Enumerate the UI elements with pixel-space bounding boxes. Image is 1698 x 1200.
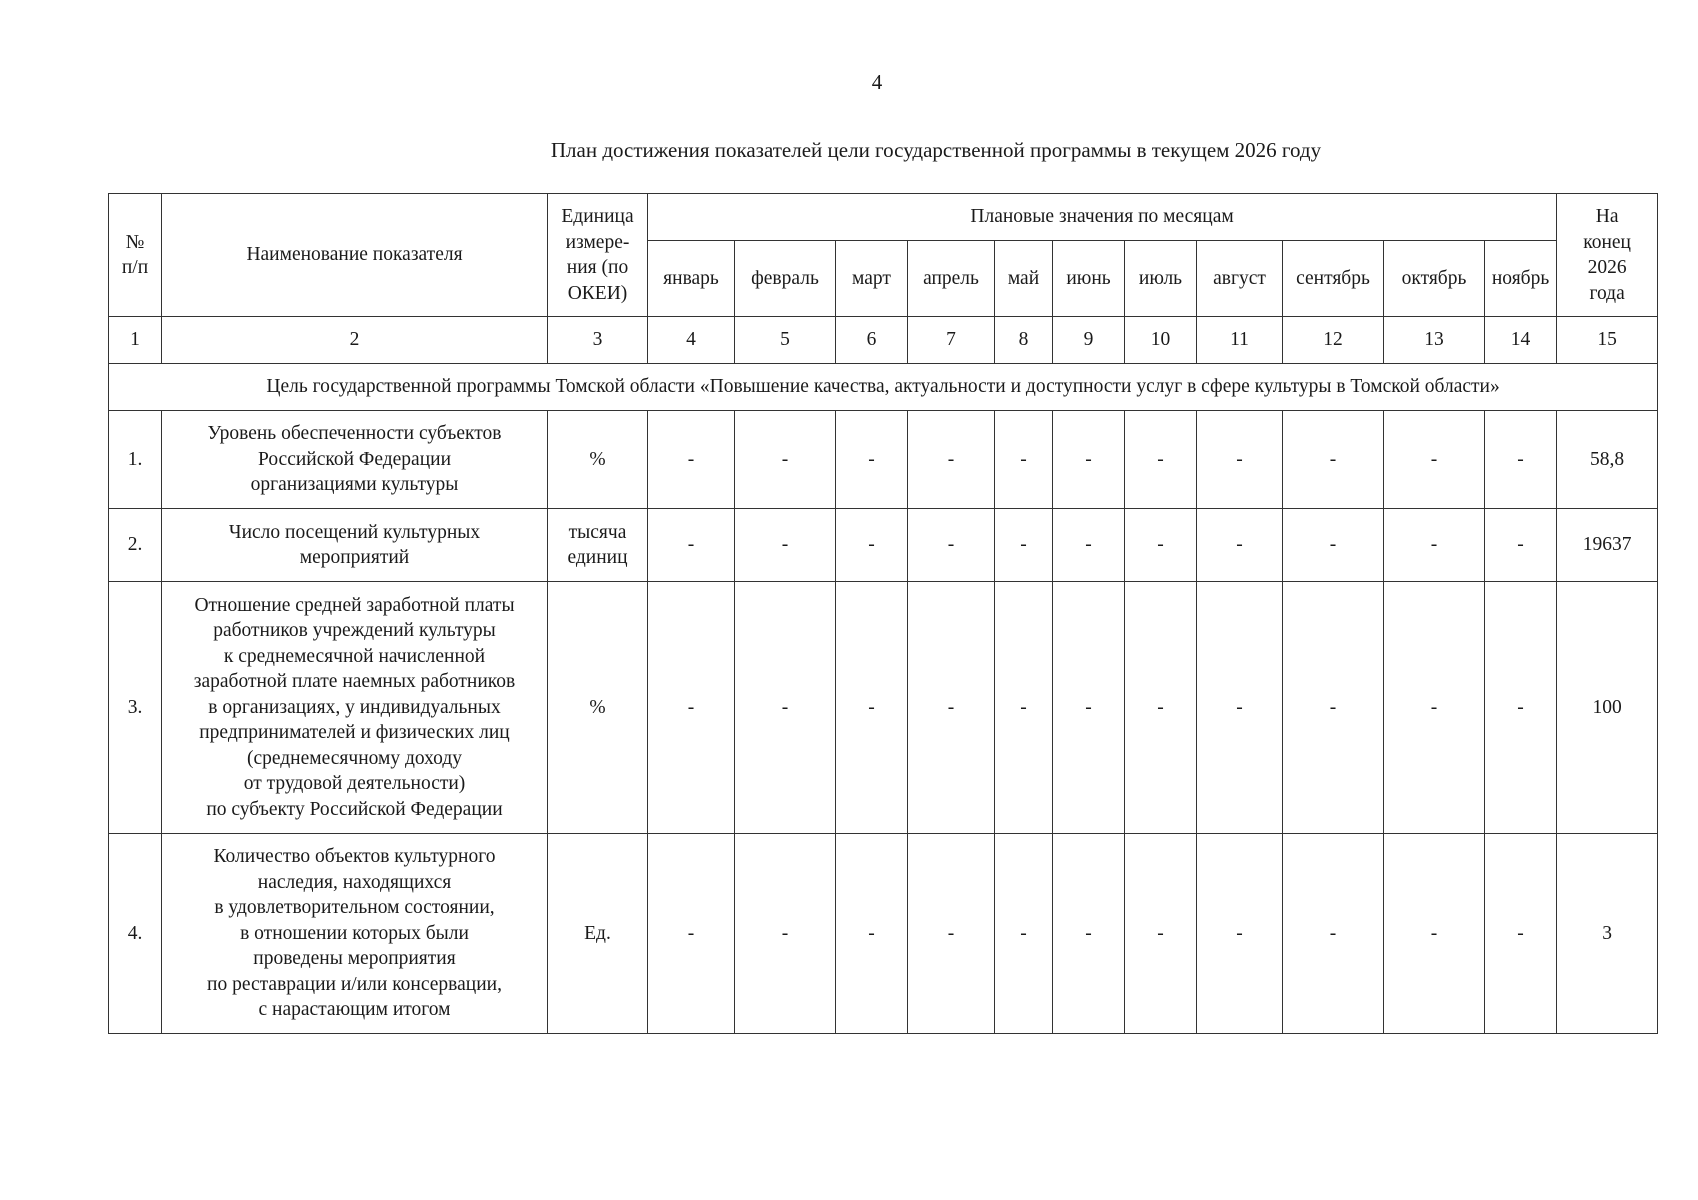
column-number: 10 xyxy=(1125,317,1197,364)
end-of-year-value: 19637 xyxy=(1557,509,1658,582)
month-value: - xyxy=(735,834,836,1034)
header-planned-values: Плановые значения по месяцам xyxy=(648,194,1557,241)
month-value: - xyxy=(735,411,836,509)
indicator-unit: Ед. xyxy=(548,834,648,1034)
month-value: - xyxy=(1125,509,1197,582)
month-value: - xyxy=(1485,509,1557,582)
month-value: - xyxy=(1283,411,1384,509)
table-row xyxy=(109,509,1658,582)
month-value: - xyxy=(908,834,995,1034)
month-value: - xyxy=(1053,582,1125,834)
column-number: 14 xyxy=(1485,317,1557,364)
month-value: - xyxy=(1053,411,1125,509)
column-number: 7 xyxy=(908,317,995,364)
month-value: - xyxy=(1283,509,1384,582)
month-value: - xyxy=(995,834,1053,1034)
month-value: - xyxy=(1283,834,1384,1034)
header-month: июнь xyxy=(1053,241,1125,317)
header-name: Наименование показателя xyxy=(162,194,548,317)
month-value: - xyxy=(908,582,995,834)
month-value: - xyxy=(1384,582,1485,834)
month-value: - xyxy=(1125,582,1197,834)
row-number: 3. xyxy=(109,582,162,834)
indicator-name: Число посещений культурных мероприятий xyxy=(162,509,548,582)
month-value: - xyxy=(995,509,1053,582)
header-month: сентябрь xyxy=(1283,241,1384,317)
document-title: План достижения показателей цели государственной программы в текущем 2026 году xyxy=(550,138,1322,162)
month-value: - xyxy=(648,509,735,582)
column-number: 8 xyxy=(995,317,1053,364)
month-value: - xyxy=(735,582,836,834)
header-month: апрель xyxy=(908,241,995,317)
column-number: 12 xyxy=(1283,317,1384,364)
month-value: - xyxy=(836,834,908,1034)
month-value: - xyxy=(1053,509,1125,582)
column-number: 11 xyxy=(1197,317,1283,364)
month-value: - xyxy=(648,411,735,509)
column-number: 4 xyxy=(648,317,735,364)
month-value: - xyxy=(1283,582,1384,834)
header-month: июль xyxy=(1125,241,1197,317)
header-month: август xyxy=(1197,241,1283,317)
month-value: - xyxy=(908,411,995,509)
end-of-year-value: 3 xyxy=(1557,834,1658,1034)
column-number: 6 xyxy=(836,317,908,364)
month-value: - xyxy=(1125,834,1197,1034)
indicator-unit: тысяча единиц xyxy=(548,509,648,582)
header-month: январь xyxy=(648,241,735,317)
month-value: - xyxy=(1485,411,1557,509)
table-row xyxy=(109,582,1658,834)
month-value: - xyxy=(1197,834,1283,1034)
header-month: март xyxy=(836,241,908,317)
goal-row xyxy=(109,364,1658,411)
end-of-year-value: 58,8 xyxy=(1557,411,1658,509)
month-value: - xyxy=(648,582,735,834)
table-row xyxy=(109,411,1658,509)
header-month: октябрь xyxy=(1384,241,1485,317)
end-of-year-value: 100 xyxy=(1557,582,1658,834)
column-number: 15 xyxy=(1557,317,1658,364)
column-number: 2 xyxy=(162,317,548,364)
goal-text: Цель государственной программы Томской области «Повышение качества, актуальности и доступности услуг в сфере культуры в Томской области» xyxy=(109,364,1658,411)
month-value: - xyxy=(836,411,908,509)
indicator-name: Отношение средней заработной платы работников учреждений культуры к среднемесячной начисленной заработной плате наемных работников в организациях, у индивидуальных предпринимателей и физических лиц (среднемесячному доходу от трудовой деятельности) по субъекту Российской Федерации xyxy=(162,582,548,834)
indicator-unit: % xyxy=(548,411,648,509)
header-month: февраль xyxy=(735,241,836,317)
month-value: - xyxy=(1485,834,1557,1034)
header-row xyxy=(109,194,1658,241)
month-value: - xyxy=(1197,582,1283,834)
month-value: - xyxy=(1384,411,1485,509)
row-number: 2. xyxy=(109,509,162,582)
month-value: - xyxy=(1053,834,1125,1034)
month-value: - xyxy=(1125,411,1197,509)
header-num: № п/п xyxy=(109,194,162,317)
indicator-unit: % xyxy=(548,582,648,834)
column-number: 1 xyxy=(109,317,162,364)
indicators-plan-table xyxy=(108,193,1658,1034)
header-month: май xyxy=(995,241,1053,317)
month-value: - xyxy=(735,509,836,582)
page-number: 4 xyxy=(871,70,883,94)
table-row xyxy=(109,834,1658,1034)
column-number: 5 xyxy=(735,317,836,364)
header-end-of-year: На конец 2026 года xyxy=(1557,194,1658,317)
row-number: 4. xyxy=(109,834,162,1034)
row-number: 1. xyxy=(109,411,162,509)
column-number: 13 xyxy=(1384,317,1485,364)
indicator-name: Уровень обеспеченности субъектов Российской Федерации организациями культуры xyxy=(162,411,548,509)
header-month: ноябрь xyxy=(1485,241,1557,317)
month-value: - xyxy=(995,411,1053,509)
month-value: - xyxy=(1485,582,1557,834)
month-value: - xyxy=(1384,509,1485,582)
month-value: - xyxy=(836,582,908,834)
month-value: - xyxy=(836,509,908,582)
month-value: - xyxy=(908,509,995,582)
month-value: - xyxy=(995,582,1053,834)
column-number: 9 xyxy=(1053,317,1125,364)
month-value: - xyxy=(648,834,735,1034)
month-value: - xyxy=(1197,411,1283,509)
column-numbers-row xyxy=(109,317,1658,364)
header-unit: Единица измере- ния (по ОКЕИ) xyxy=(548,194,648,317)
month-value: - xyxy=(1384,834,1485,1034)
month-value: - xyxy=(1197,509,1283,582)
indicator-name: Количество объектов культурного наследия, находящихся в удовлетворительном состоянии, в отношении которых были проведены мероприятия по реставрации и/или консервации, с нарастающим итогом xyxy=(162,834,548,1034)
column-number: 3 xyxy=(548,317,648,364)
